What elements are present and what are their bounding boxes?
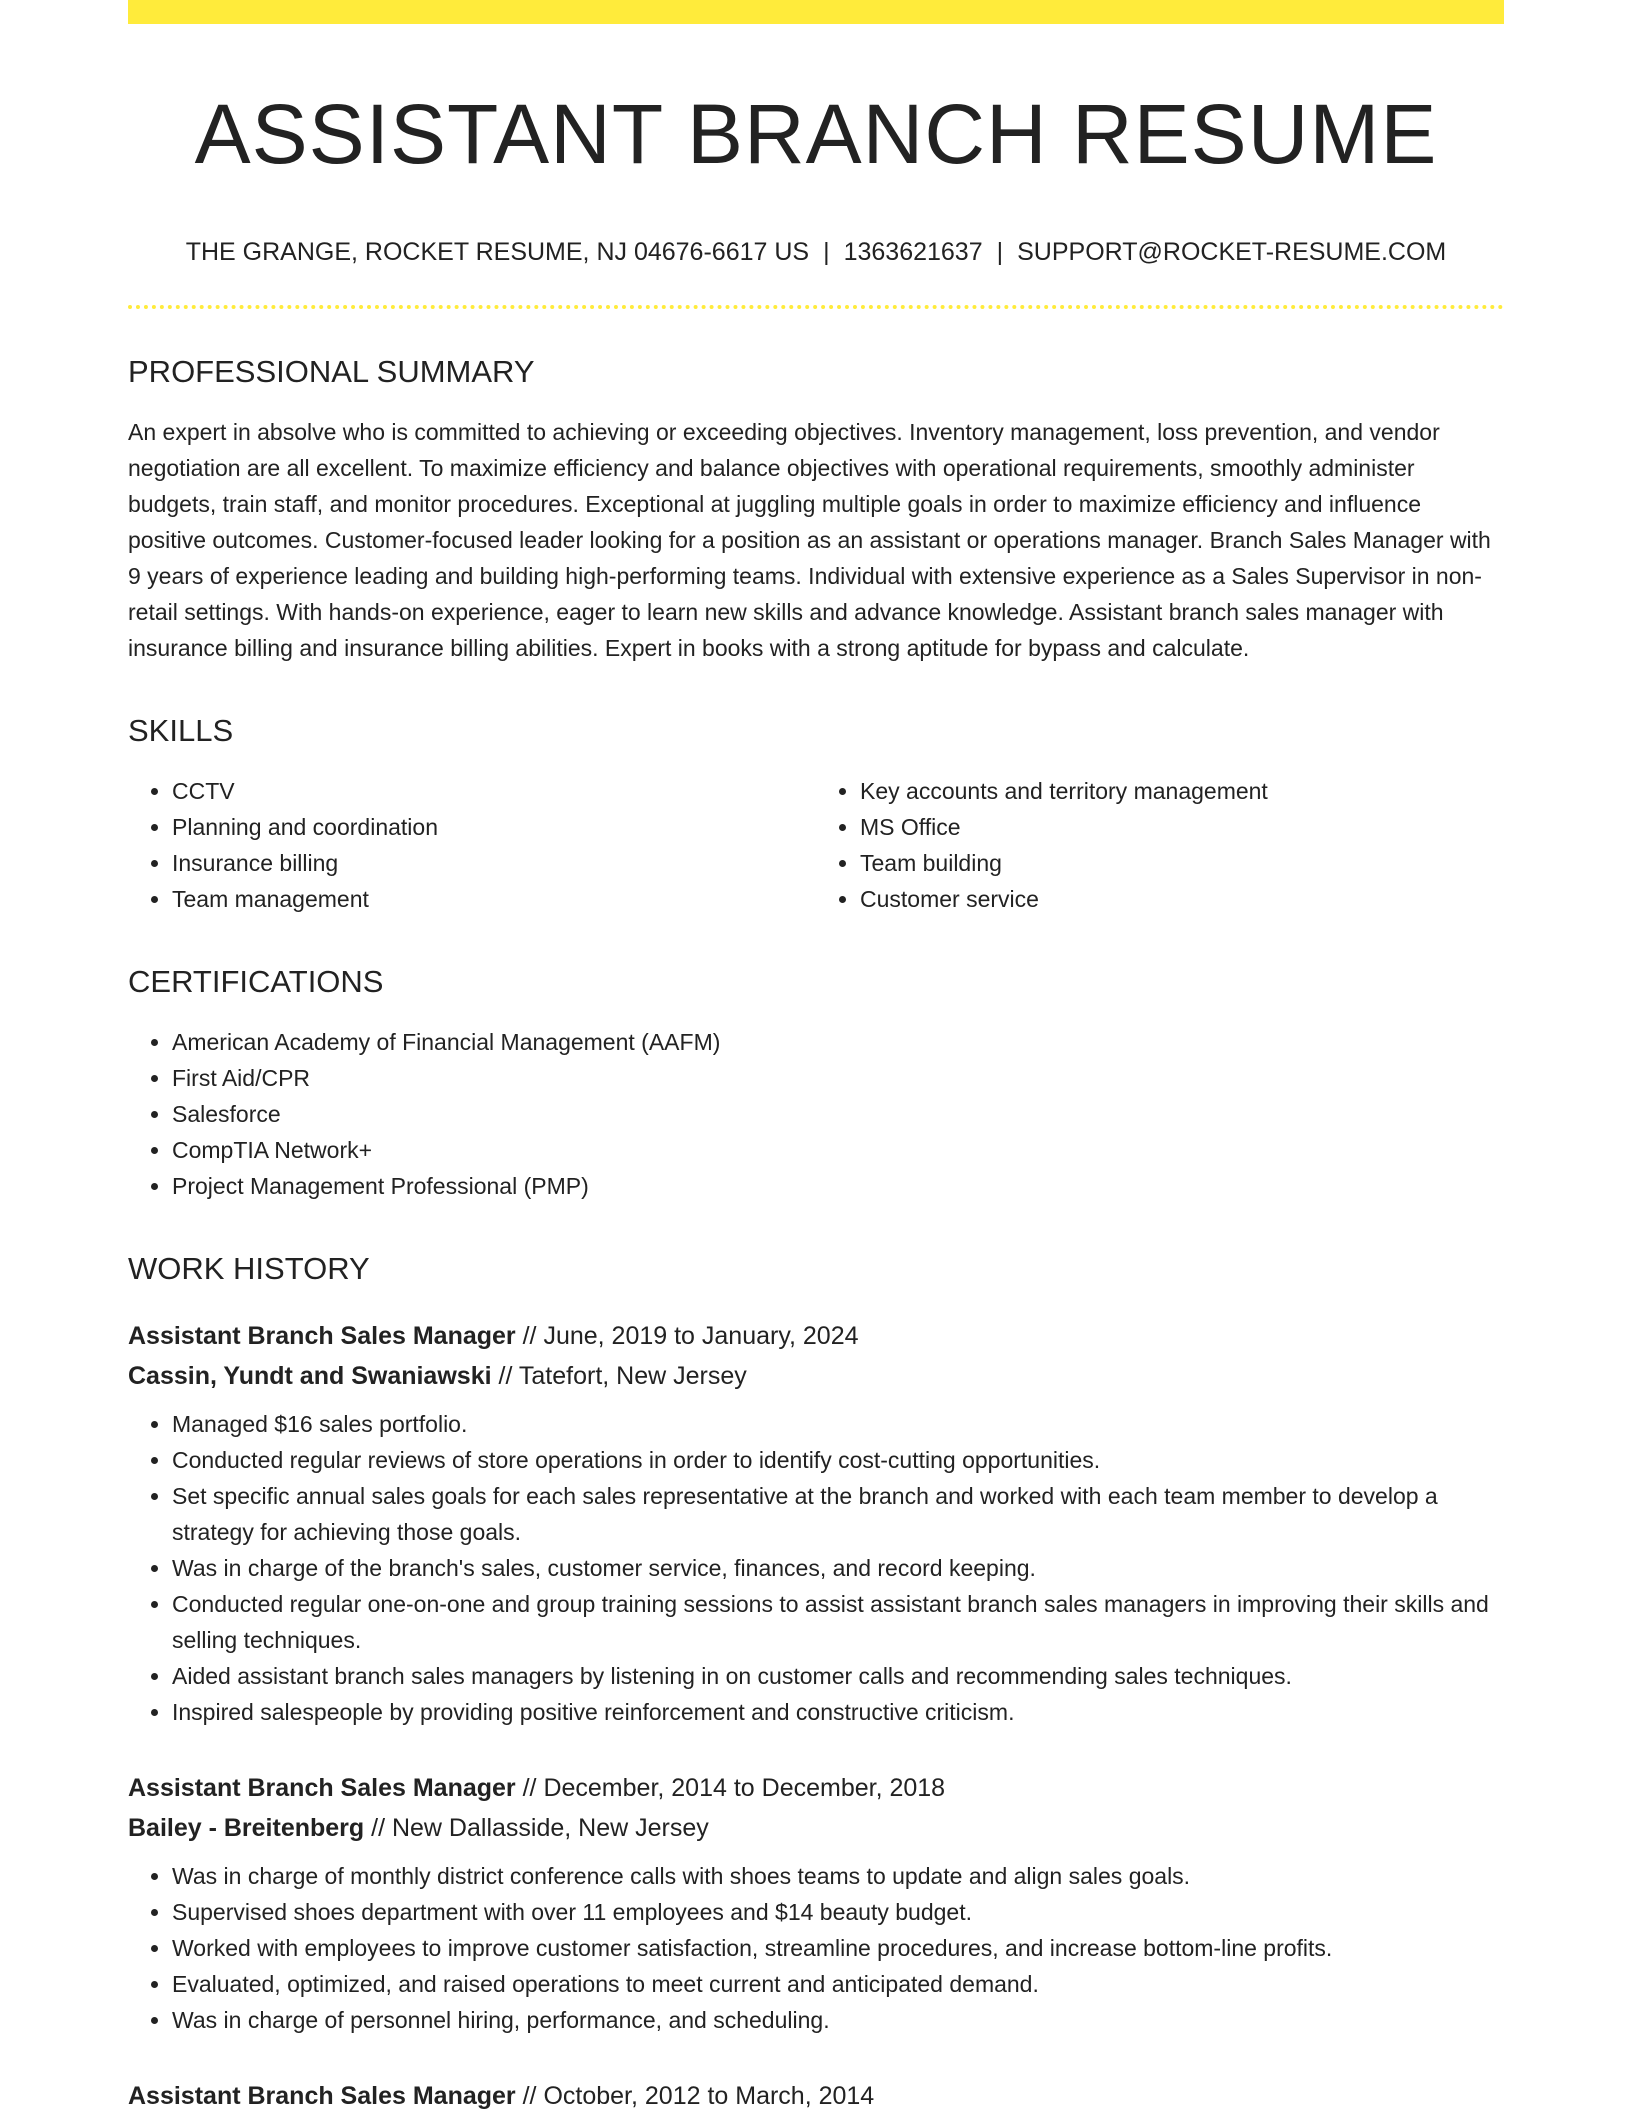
job-title-line — [128, 1768, 1504, 1808]
certification-item: • First Aid/CPR — [172, 1060, 1504, 1096]
skills-columns — [128, 773, 1504, 917]
contact-phone: 1363621637 — [843, 237, 983, 266]
certifications-heading: CERTIFICATIONS — [128, 964, 384, 1000]
work-history-heading: WORK HISTORY — [128, 1251, 370, 1287]
job-title-line — [128, 1316, 1504, 1356]
job-title-line — [128, 2076, 1504, 2116]
certifications-section — [128, 963, 1504, 1204]
job-company: Bailey - Breitenberg — [128, 1813, 365, 1842]
skills-heading: SKILLS — [128, 712, 234, 748]
job-bullet: • Worked with employees to improve customer satisfaction, streamline procedures, and increase bottom-line profits. — [172, 1930, 1504, 1966]
skills-left-list — [128, 773, 816, 917]
job-title: Assistant Branch Sales Manager — [128, 2081, 516, 2110]
skill-item: • Team building — [860, 845, 1504, 881]
dotted-divider — [128, 305, 1504, 309]
job-bullet: • Was in charge of personnel hiring, performance, and scheduling. — [172, 2002, 1504, 2038]
job-dates: // October, 2012 to March, 2014 — [522, 2081, 875, 2110]
job-location: // New Dallasside, New Jersey — [371, 1813, 709, 1842]
contact-address: THE GRANGE, ROCKET RESUME, NJ 04676-6617 US — [185, 237, 810, 266]
skills-right-list — [816, 773, 1504, 917]
job-bullet: • Aided assistant branch sales managers by listening in on customer calls and recommending sales techniques. — [172, 1658, 1504, 1694]
top-accent-bar — [128, 0, 1504, 24]
contact-line — [128, 237, 1504, 267]
job-bullet: • Inspired salespeople by providing positive reinforcement and constructive criticism. — [172, 1694, 1504, 1730]
skill-item: • Insurance billing — [172, 845, 816, 881]
certification-item: • Salesforce — [172, 1096, 1504, 1132]
summary-heading: PROFESSIONAL SUMMARY — [128, 353, 535, 389]
skill-item: • MS Office — [860, 809, 1504, 845]
contact-email: SUPPORT@ROCKET-RESUME.COM — [1017, 237, 1447, 266]
job-bullet: • Managed $16 sales portfolio. — [172, 1406, 1504, 1442]
job-bullet: • Conducted regular one-on-one and group training sessions to assist assistant branch sales managers in improving their skills and selling techniques. — [172, 1586, 1504, 1658]
job-bullet: • Set specific annual sales goals for each sales representative at the branch and worked with each team member to develop a strategy for achieving those goals. — [172, 1478, 1504, 1550]
job-location: // Tatefort, New Jersey — [498, 1361, 747, 1390]
job-bullet: • Supervised shoes department with over 11 employees and $14 beauty budget. — [172, 1894, 1504, 1930]
job-bullet: • Evaluated, optimized, and raised operations to meet current and anticipated demand. — [172, 1966, 1504, 2002]
skill-item: • Customer service — [860, 881, 1504, 917]
job-dates: // June, 2019 to January, 2024 — [522, 1321, 859, 1350]
job-company-line — [128, 1356, 1504, 1396]
job-dates: // December, 2014 to December, 2018 — [522, 1773, 946, 1802]
certification-item: • CompTIA Network+ — [172, 1132, 1504, 1168]
skill-item: • CCTV — [172, 773, 816, 809]
skills-section — [128, 712, 1504, 917]
skill-item: • Planning and coordination — [172, 809, 816, 845]
job-bullets — [128, 1406, 1504, 1730]
job-title: Assistant Branch Sales Manager — [128, 1773, 516, 1802]
job-bullets — [128, 1858, 1504, 2038]
job-bullet: • Was in charge of the branch's sales, customer service, finances, and record keeping. — [172, 1550, 1504, 1586]
resume-page — [128, 0, 1504, 2116]
certifications-list — [128, 1024, 1504, 1204]
skill-item: • Key accounts and territory management — [860, 773, 1504, 809]
work-history-section — [128, 1250, 1504, 2115]
contact-separator: | — [823, 237, 830, 266]
job-title: Assistant Branch Sales Manager — [128, 1321, 516, 1350]
job-entry — [128, 1316, 1504, 1730]
summary-section — [128, 353, 1504, 666]
certification-item: • American Academy of Financial Management (AAFM) — [172, 1024, 1504, 1060]
skill-item: • Team management — [172, 881, 816, 917]
resume-title: ASSISTANT BRANCH RESUME — [194, 87, 1438, 181]
contact-separator: | — [996, 237, 1004, 266]
job-entry — [128, 2076, 1504, 2116]
job-company-line — [128, 1808, 1504, 1848]
job-company: Cassin, Yundt and Swaniawski — [128, 1361, 492, 1390]
summary-text: An expert in absolve who is committed to achieving or exceeding objectives. Inventory management, loss prevention, and vendor negotiation are all excellent. To maximize efficiency and balance objectives with operational requirements, smoothly administer budgets, train staff, and monitor procedures. Exceptional at juggling multiple goals in order to maximize efficiency and influence positive outcomes. Customer-focused leader looking for a position as an assistant or operations manager. Branch Sales Manager with 9 years of experience leading and building high-performing teams. Individual with extensive experience as a Sales Supervisor in non-retail settings. With hands-on experience, eager to learn new skills and advance knowledge. Assistant branch sales manager with insurance billing and insurance billing abilities. Expert in books with a strong aptitude for bypass and calculate. — [128, 418, 1491, 661]
job-entry — [128, 1768, 1504, 2038]
job-bullet: • Was in charge of monthly district conference calls with shoes teams to update and align sales goals. — [172, 1858, 1504, 1894]
certification-item: • Project Management Professional (PMP) — [172, 1168, 1504, 1204]
job-bullet: • Conducted regular reviews of store operations in order to identify cost-cutting opportunities. — [172, 1442, 1504, 1478]
